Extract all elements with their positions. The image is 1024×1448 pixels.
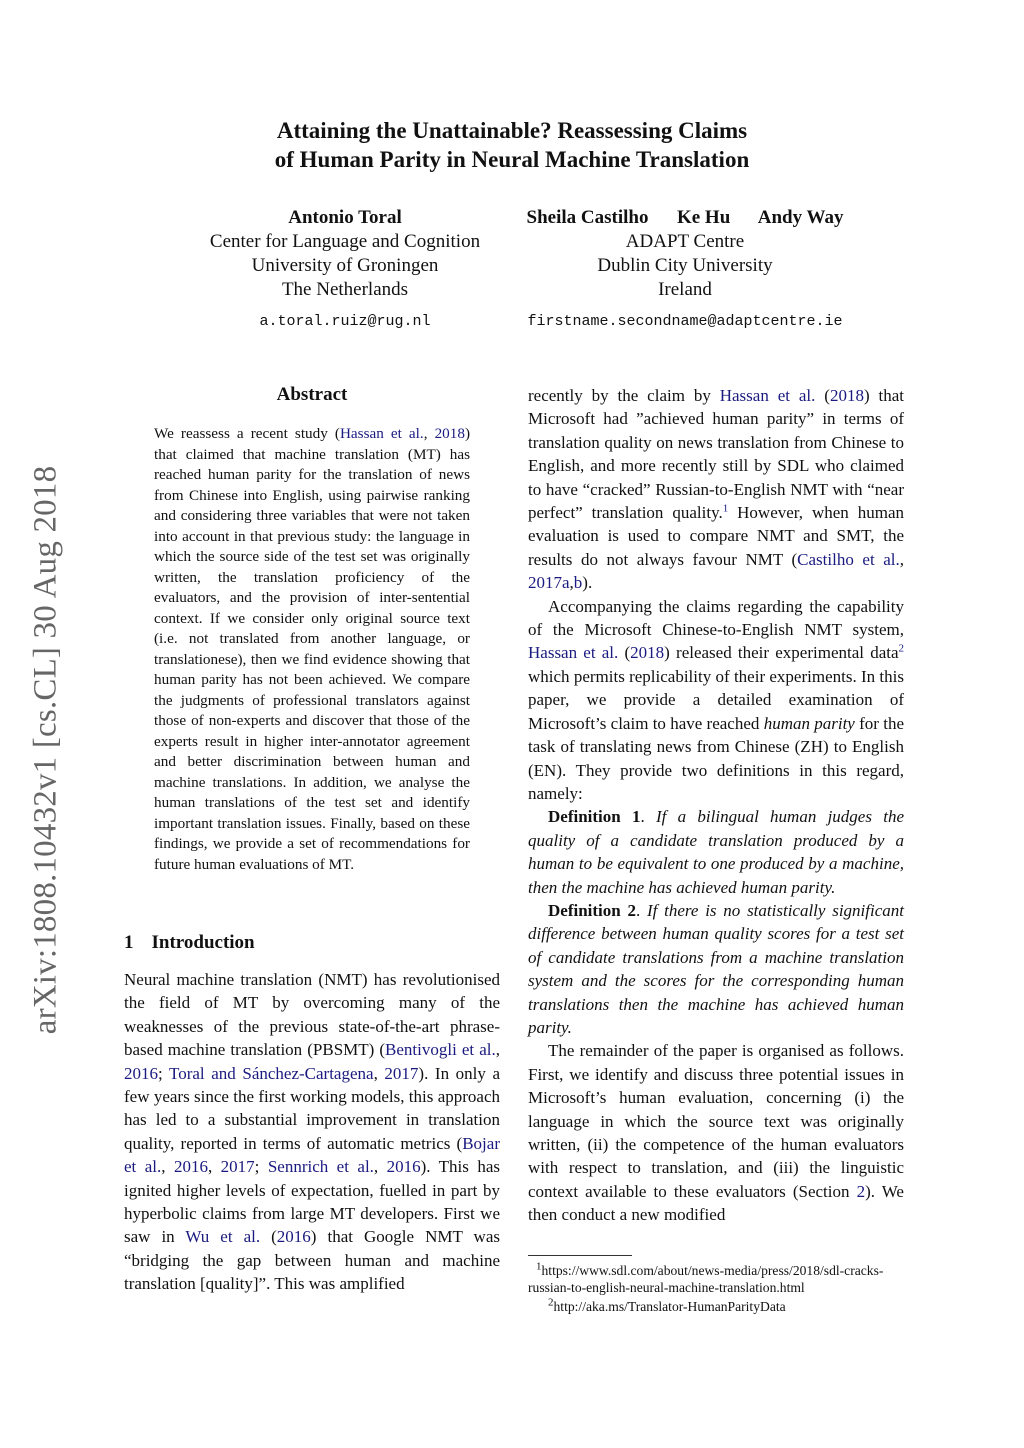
section-title: Introduction: [151, 932, 255, 953]
citation-link[interactable]: b: [573, 573, 583, 593]
section-link[interactable]: 2: [856, 1181, 866, 1201]
citation-link[interactable]: 2017a: [528, 573, 570, 593]
paragraph: The remainder of the paper is organised as follows. First, we identify and discuss three potential issues in Microsoft’s human evaluation, concerning (i) the language in which the source text was originally written, (ii) the competence of the human evaluators with respect to translation, and (iii) the linguistic context available to these evaluators (Section 2). We then conduct a new modified: [528, 1041, 904, 1225]
citation-link[interactable]: Toral and Sánchez-Cartagena: [169, 1063, 374, 1083]
paragraph: Accompanying the claims regarding the capability of the Microsoft Chinese-to-English NMT system, Hassan et al. (2018) released their experimental data$^2$ which permits replicability of their experiments. In this paper, we provide a detailed examination of Microsoft’s claim to have reached human parity for the task of translating news from Chinese (ZH) to English (EN). They provide two definitions in this regard, namely:: [528, 596, 905, 803]
paragraph: recently by the claim by Hassan et al. (2018) that Microsoft had ”achieved human parity” in terms of translation quality on news translation from Chinese to English, and more recently still by SDL who claimed to have “cracked” Russian-to-English NMT with “near perfect” translation quality.$^1$ However, when human evaluation is used to compare NMT and SMT, the results do not always favour NMT (Castilho et al., 2017a,b).: [528, 386, 904, 593]
author-affiliation: Center for Language and Cognition: [209, 231, 481, 252]
abstract-heading: Abstract: [276, 384, 348, 405]
citation-link[interactable]: Castilho et al.: [797, 549, 900, 569]
section-heading-introduction: [124, 932, 255, 954]
citation-link[interactable]: 2018: [434, 425, 465, 442]
author-affiliation: University of Groningen: [251, 255, 439, 276]
title-line-2: of Human Parity in Neural Machine Translation: [274, 147, 750, 172]
citation-link[interactable]: 2018: [630, 643, 665, 663]
citation-link[interactable]: 2017: [220, 1157, 255, 1177]
author-affiliation: Dublin City University: [597, 255, 773, 276]
author-email: firstname.secondname@adaptcentre.ie: [527, 313, 843, 330]
title-line-1: Attaining the Unattainable? Reassessing Claims: [276, 118, 748, 143]
author-email: a.toral.ruiz@rug.nl: [259, 313, 431, 330]
author-names: Sheila Castilho Ke Hu Andy Way: [526, 207, 844, 228]
author-affiliation: Ireland: [658, 279, 712, 300]
section-number: 1: [124, 932, 134, 953]
citation-link[interactable]: Hassan et al.: [719, 386, 816, 405]
arxiv-id-text: arXiv:1808.10432v1 [cs.CL] 30 Aug 2018: [27, 465, 64, 1035]
citation-link[interactable]: Wu et al.: [185, 1227, 261, 1247]
footnote-ref[interactable]: 2: [898, 642, 905, 655]
citation-link[interactable]: Hassan et al.: [339, 425, 424, 442]
author-affiliation: The Netherlands: [281, 279, 409, 300]
paper-title: [0, 116, 1024, 174]
definition-2: Definition 2. If there is no statistically significant difference between human quality scores for a test set of candidate translations from a machine translation system and the scores for the corresponding human translations then the machine has achieved human parity.: [528, 900, 904, 1037]
author-block-toral: [190, 206, 500, 334]
intro-paragraph: Neural machine translation (NMT) has revolutionised the field of MT by overcoming many of the weaknesses of the previous state-of-the-art phrase-based machine translation (PBSMT) (Bentivogli et al., 2016; Toral and Sánchez-Cartagena, 2017). In only a few years since the first working models, this approach has led to a substantial improvement in translation quality, reported in terms of automatic metrics (Bojar et al., 2016, 2017; Sennrich et al., 2016). This has ignited higher levels of expectation, fuelled in part by hyperbolic claims from large MT developers. First we saw in Wu et al. (2016) that Google NMT was “bridging the gap between human and machine translation [quality]”. This was amplified: [124, 970, 501, 1294]
footnote-divider: [528, 1255, 632, 1256]
author-affiliation: ADAPT Centre: [625, 231, 745, 252]
footnote-1: $^1$https://www.sdl.com/about/news-media/press/2018/sdl-cracks-russian-to-english-neural-machine-translation.html: [528, 1260, 884, 1295]
footnote-ref[interactable]: 1: [722, 502, 729, 515]
citation-link[interactable]: 2017: [384, 1063, 419, 1083]
author-name: Antonio Toral: [288, 207, 402, 228]
citation-link[interactable]: Sennrich et al.: [267, 1157, 374, 1177]
citation-link[interactable]: Hassan et al.: [528, 643, 619, 663]
citation-link[interactable]: 2016: [276, 1227, 311, 1247]
citation-link[interactable]: Bentivogli et al.: [385, 1040, 496, 1060]
definition-1: Definition 1. If a bilingual human judges the quality of a candidate translation produced by a human to be equivalent to one produced by a machine, then the machine has achieved human parity.: [528, 807, 904, 897]
citation-link[interactable]: 2016: [124, 1063, 158, 1083]
citation-link[interactable]: Bojar et al.: [124, 1133, 500, 1177]
author-block-adapt: [500, 206, 870, 334]
arxiv-identifier: [20, 440, 72, 1060]
right-column: [528, 384, 904, 1227]
citation-link[interactable]: 2016: [386, 1157, 421, 1177]
abstract-body: We reassess a recent study (Hassan et al., 2018) that claimed that machine translation (MT) has reached human parity for the translation of news from Chinese into English, using pairwise ranking and considering three variables that were not taken into account in that previous study: the language in which the source side of the test set was originally written, the translation proficiency of the evaluators, and the provision of inter-sentential context. If we consider only original source text (i.e. not translated from another language, or translationese), then we find evidence showing that human parity has not been achieved. We compare the judgments of professional translators against those of non-experts and discover that those of the experts result in higher inter-annotator agreement and better discrimination between human and machine translations. In addition, we analyse the human translations of the test set and identify important translation issues. Finally, based on these findings, we provide a set of recommendations for future human evaluations of MT.: [154, 425, 470, 873]
footnote-2: $^2$http://aka.ms/Translator-HumanParityData: [548, 1296, 786, 1314]
citation-link[interactable]: 2018: [829, 386, 864, 405]
citation-link[interactable]: 2016: [173, 1157, 208, 1177]
